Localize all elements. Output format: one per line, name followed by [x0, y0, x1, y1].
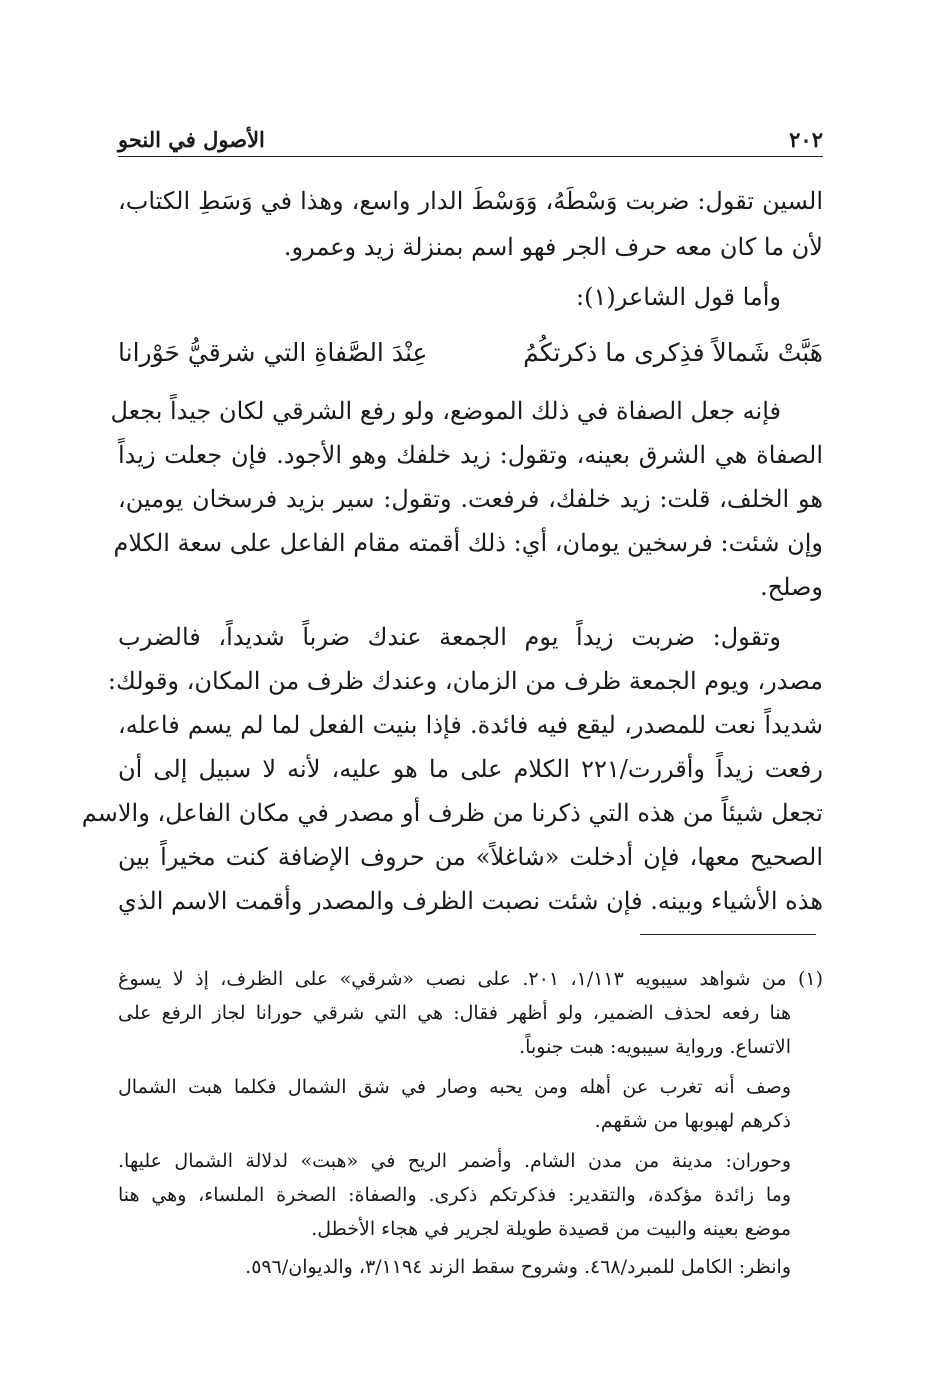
footnote-line: هنا رفعه لحذف الضمير، ولو أظهر فقال: هي التي شرقي حورانا لجاز الرفع على [118, 1002, 791, 1024]
footnote-line: وانظر: الكامل للمبرد/٤٦٨. وشروح سقط الزند ٣/١١٩٤، والديوان/٥٩٦. [245, 1256, 791, 1278]
poetry-verse [118, 332, 823, 372]
body-line: وإن شئت: فرسخين يومان، أي: ذلك أقمته مقام الفاعل على سعة الكلام [113, 529, 823, 557]
footnote-line: الاتساع. ورواية سيبويه: هبت جنوباً. [519, 1036, 791, 1058]
footnote-line: ذكرهم لهبوبها من شقهم. [594, 1110, 791, 1132]
body-line: الصحيح معها، فإن أدخلت «شاغلاً» من حروف الإضافة كنت مخيراً بين [118, 843, 823, 871]
verse-first-hemistich: هَبَّتْ شَمالاً فذِكرى ما ذكرتكُمُ [523, 337, 823, 367]
body-line: لأن ما كان معه حرف الجر فهو اسم بمنزلة زيد وعمرو. [283, 233, 823, 261]
body-line: السين تقول: ضربت وَسْطَهُ، وَوَسْطَ الدار واسع، وهذا في وَسَطِ الكتاب، [118, 187, 823, 215]
page-number: ٢٠٢ [789, 127, 823, 152]
footnote-line: وحوران: مدينة من مدن الشام. وأضمر الريح في «هبت» لدلالة الشمال عليها. [118, 1150, 791, 1172]
body-line: فإنه جعل الصفاة في ذلك الموضع، ولو رفع الشرقي لكان جيداً بجعل [110, 397, 781, 425]
footnote-line: موضع بعينه والبيت من قصيدة طويلة لجرير في هجاء الأخطل. [311, 1218, 791, 1240]
body-line: شديداً نعت للمصدر، ليقع فيه فائدة. فإذا بنيت الفعل لما لم يسم فاعله، [118, 711, 823, 739]
body-line: وتقول: ضربت زيداً يوم الجمعة عندك ضرباً شديداً، فالضرب [118, 623, 781, 651]
running-title: الأصول في النحو [118, 127, 265, 152]
verse-second-hemistich: عِنْدَ الصَّفاةِ التي شرقيُّ حَوْرانا [118, 337, 428, 367]
footnote-line: وما زائدة مؤكدة، والتقدير: فذكرتكم ذكرى. والصفاة: الصخرة الملساء، وهي هنا [118, 1184, 791, 1206]
body-line: هو الخلف، قلت: زيد خلفك، فرفعت. وتقول: سير بزيد فرسخان يومين، [118, 485, 823, 513]
body-line: مصدر، ويوم الجمعة ظرف من الزمان، وعندك ظرف من المكان، وقولك: [107, 667, 823, 695]
body-line: رفعت زيداً وأقررت/٢٢١ الكلام على ما هو عليه، لأنه لا سبيل إلى أن [118, 755, 823, 783]
body-line: الصفاة هي الشرق بعينه، وتقول: زيد خلفك وهو الأجود. فإن جعلت زيداً [118, 441, 823, 469]
footnote-line: (١) من شواهد سيبويه ١/١١٣، ٢٠١. على نصب «شرقي» على الظرف، إذ لا يسوغ [118, 968, 823, 990]
body-line: وأما قول الشاعر(١): [576, 283, 781, 311]
footnote-line: وصف أنه تغرب عن أهله ومن يحبه وصار في شق الشمال فكلما هبت الشمال [118, 1076, 791, 1098]
body-line: هذه الأشياء وبينه. فإن شئت نصبت الظرف والمصدر وأقمت الاسم الذي [118, 887, 823, 915]
body-line: وصلح. [759, 573, 823, 601]
body-line: تجعل شيئاً من هذه التي ذكرنا من ظرف أو مصدر في مكان الفاعل، والاسم [81, 799, 823, 827]
footnote-separator [640, 934, 816, 935]
page-header [118, 118, 823, 157]
